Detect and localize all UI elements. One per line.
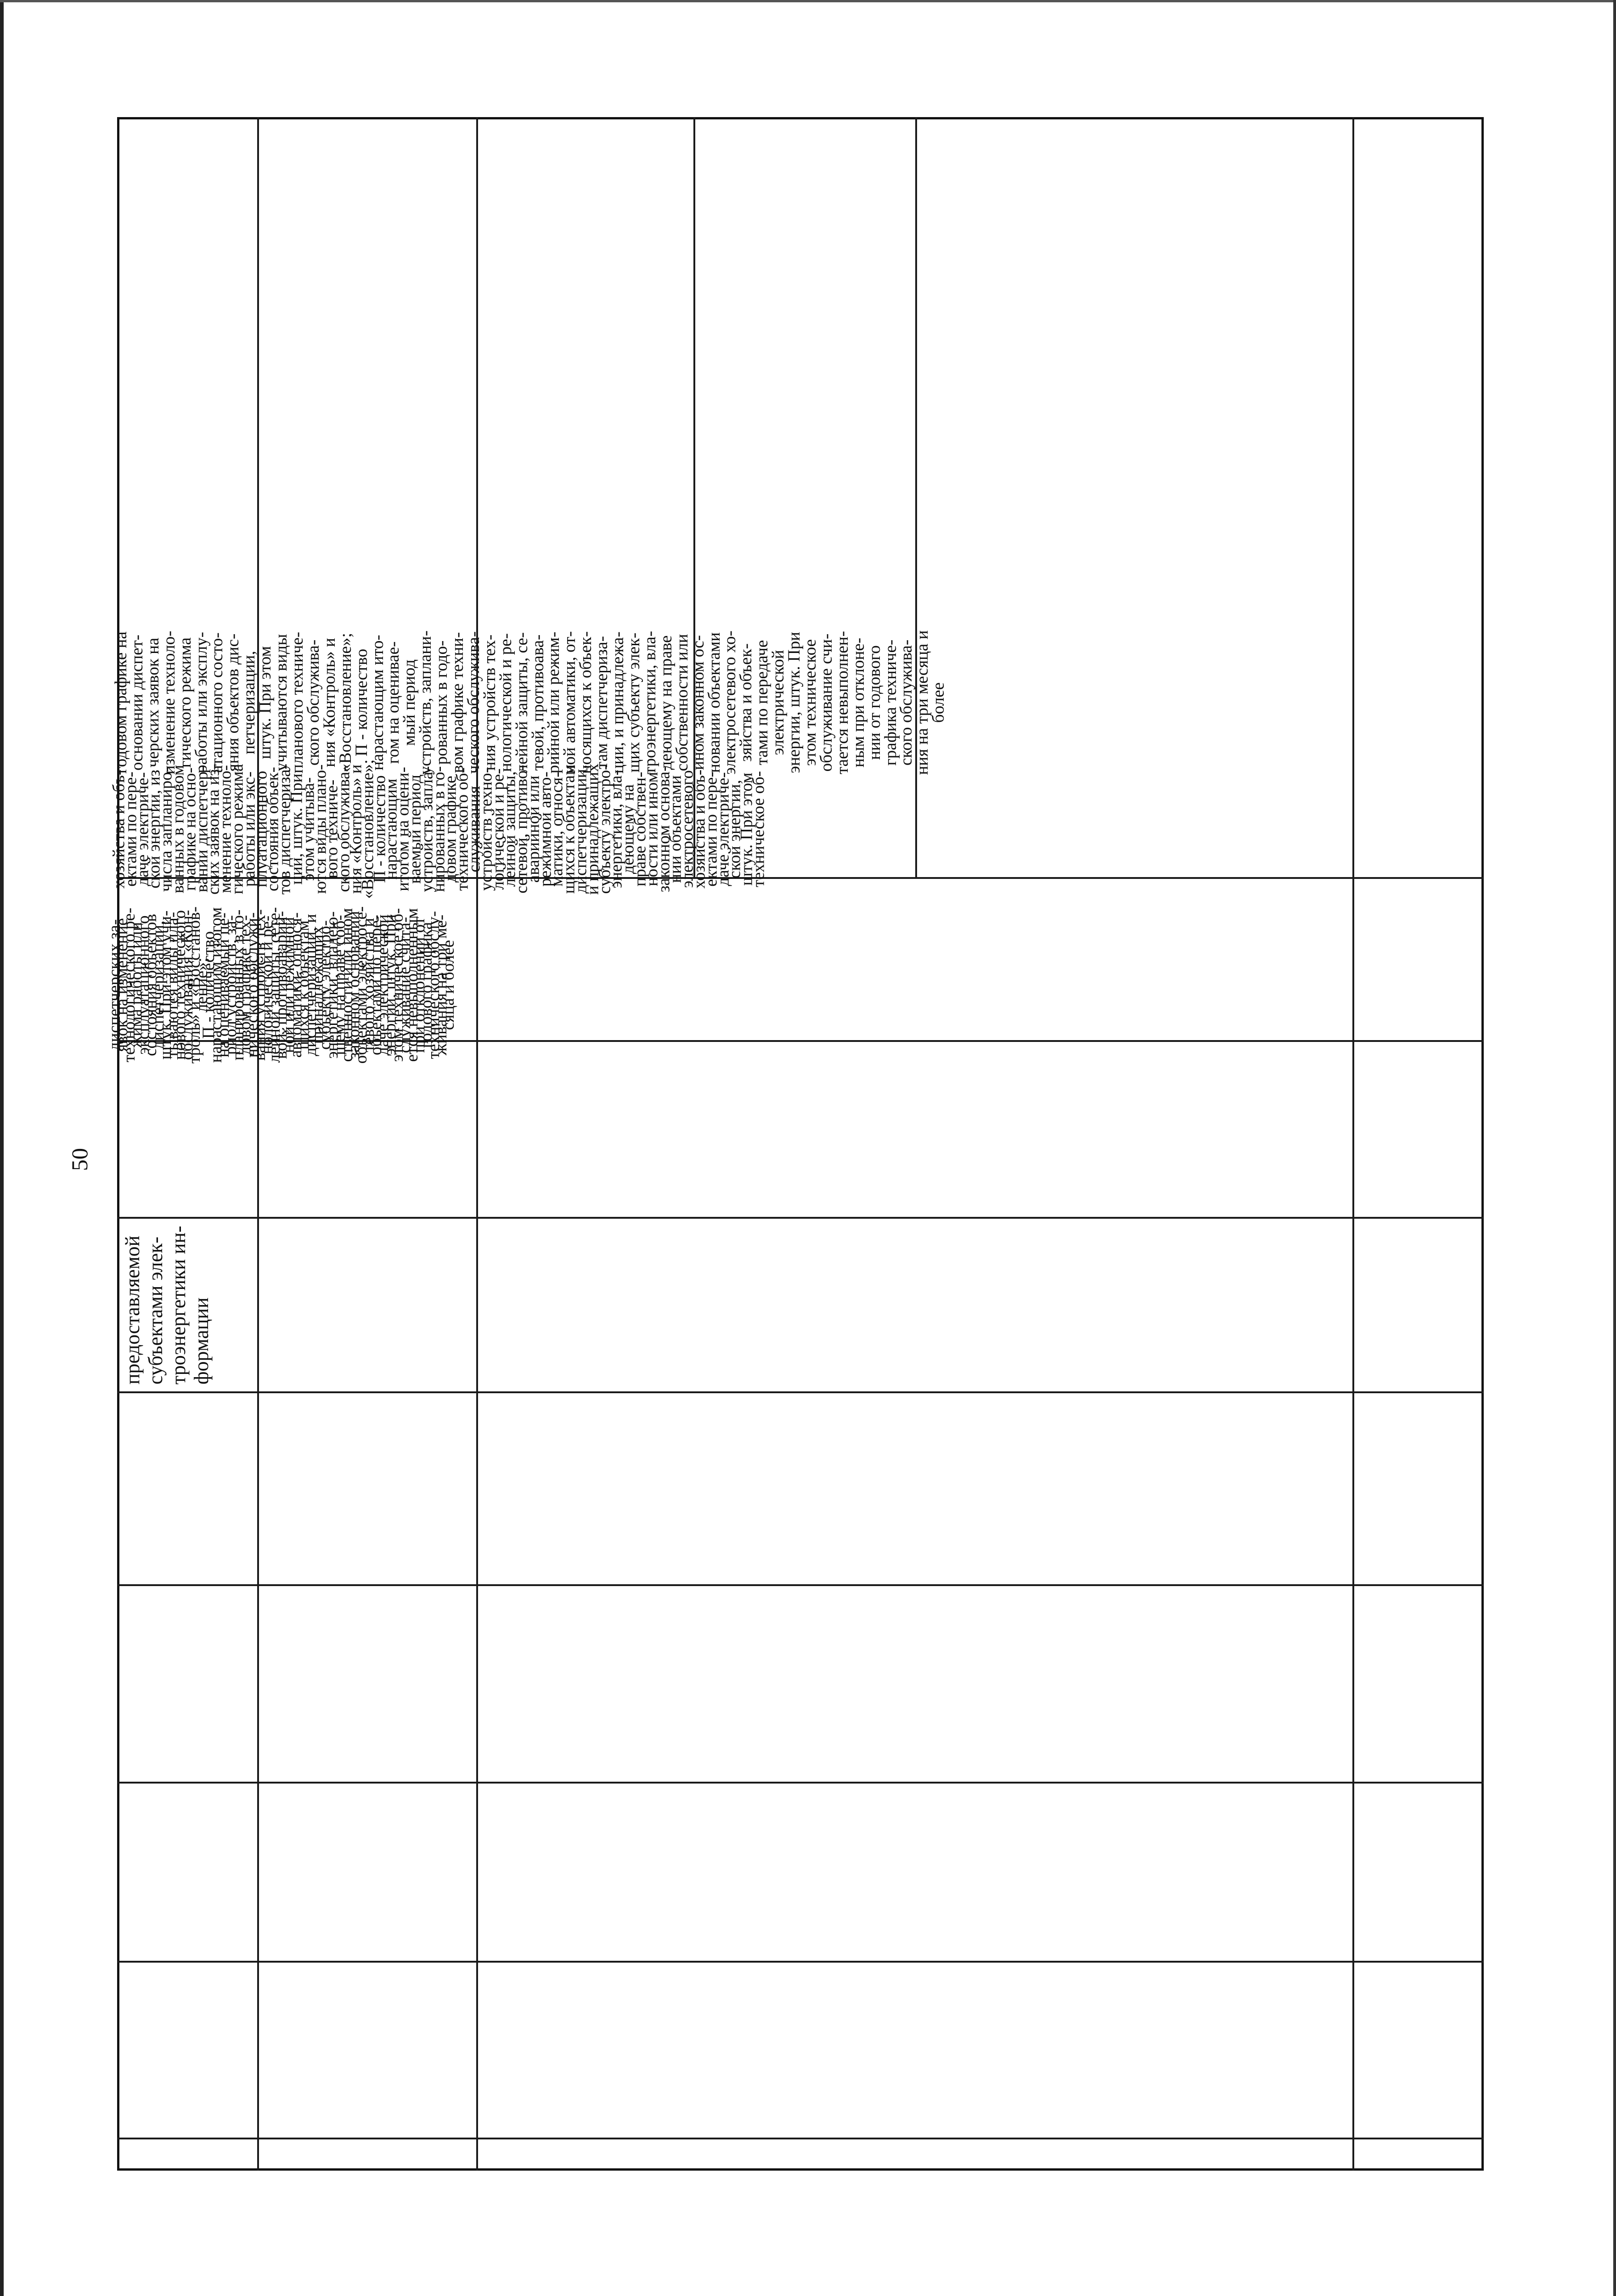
row-divider xyxy=(117,1391,1484,1393)
column-divider xyxy=(1352,117,1354,2171)
indicator-description-col5: годовом графике на основании диспет- черских заявок на изменение техноло- гического режима работы или эксплу- атационного состо- яния объектов дис- петчеризации, штук. При этом учитываются виды планового техниче- ского обслужива- ния «Контроль» и «Восстановление»; П - количество нарастающим ито- гом на оценивае- мый период устройств, заплани- рованных в годо- вом графике техни- ческого обслужива- ния устройств тех- нологической и ре- лейной защиты, се- тевой, противоава- рийной или режим- ной автоматики, от- носящихся к объек- там диспетчериза- ции, и принадлежа- щих субъекту элек- троэнергетики, вла- деющему на праве собственности или ином законном ос- новании объектами электросетевого хо- зяйства и объек- тами по передаче электрической энергии, штук. При этом техническое обслуживание счи- тается невыполнен- ным при отклоне- нии от годового графика техниче- ского обслужива- ния на три месяца и более xyxy=(112,630,948,775)
row-divider xyxy=(117,1961,1484,1963)
scan-edge-left xyxy=(0,0,4,2296)
row-divider xyxy=(117,1782,1484,1784)
row-divider xyxy=(117,1584,1484,1586)
scan-edge-top xyxy=(0,0,1616,2)
row-divider xyxy=(117,2138,1484,2139)
scan-edge-right xyxy=(1613,0,1616,2296)
indicator-description-col3: диспетчерских за- явок на изменение технологического ре- жима работы или эксплуатационного состояния объектов диспетчеризации, штук. При этом учи- тываются виды пла- нового технического обслуживания «Кон- троль» и «Восстанов- ление»; П - количество нарастающим итогом на оцениваемый пе- риод устройств, за- планированных в го- довом графике тех- нического обслужи- вания устройств тех- нологической и ре- лейной защиты, сете- вой, противоаварий- ной или режимной автоматики, относя- щихся к объектам диспетчеризации, и принадлежащих субъекту электро- энергетики, владею- щему на праве соб- ственности или ином законном основании объектами электросе- тевого хозяйства и объектами по пере- даче электрической энергии, штук. При этом техническое об- служивание счита- ется невыполненным при отклонении от годового графика технического обслу- живания на три ме- сяца и более xyxy=(105,906,458,1064)
indicator-description-col4: хозяйства и объ- ектами по пере- даче электриче- ской энергии, из числа запланиро- ванных в годовом графике на осно- вании диспетчер- ских заявок на из- менение техноло- гического режима работы или экс- плуатационного состояния объек- тов диспетчериза- ции, штук. При этом учитыва- ются виды плано- вого техниче- ского обслужива- ния «Контроль» и «Восстановление»; П - количество нарастающим итогом на оцени- ваемый период устройств, запла- нированных в го- довом графике технического об- служивания устройств техно- логической и ре- лейной защиты, сетевой, противо- аварийной или режимной авто- матики, относя- щихся к объектам диспетчеризации, и принадлежащих субъекту электро- энергетики, вла- деющему на праве собствен- ности или ином законном основа- нии объектами электросетевого хозяйства и объ- ектами по пере- даче электриче- ской энергии, штук. При этом техническое об- xyxy=(109,759,768,899)
information-label-cell: предоставляемой субъектами элек- троэнергетики ин- формации xyxy=(121,1226,213,1384)
page-number: 50 xyxy=(67,1148,92,1171)
